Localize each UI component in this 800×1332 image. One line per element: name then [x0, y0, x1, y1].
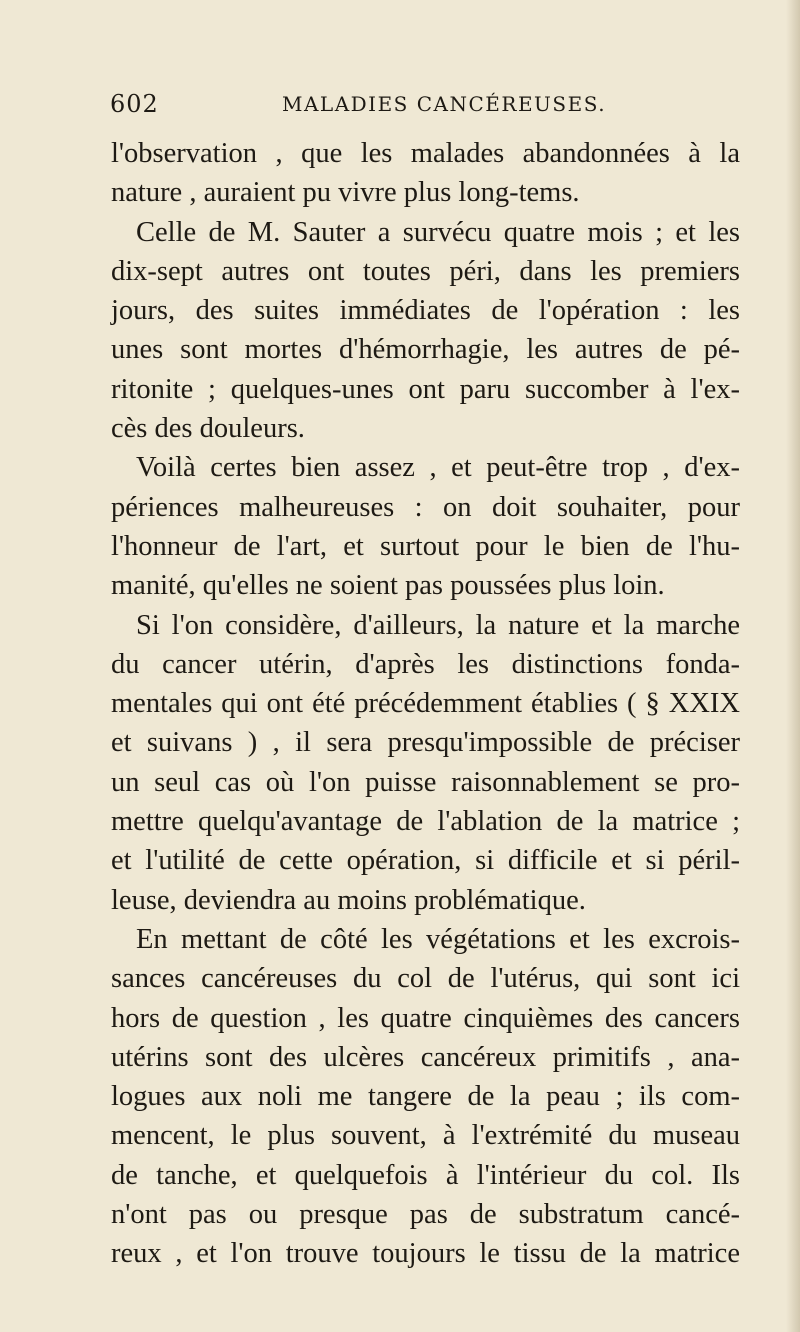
- text-line: Si l'on considère, d'ailleurs, la nature et la marche: [136, 609, 740, 641]
- text-line: et l'utilité de cette opération, si difficile et si péril-: [111, 845, 740, 877]
- text-line: hors de question , les quatre cinquièmes des cancers: [111, 1002, 740, 1034]
- text-line: de tanche, et quelquefois à l'intérieur du col. Ils: [111, 1159, 740, 1191]
- text-line: n'ont pas ou presque pas de substratum cancé-: [111, 1199, 740, 1231]
- text-line: et suivans ) , il sera presqu'impossible de préciser: [111, 727, 740, 759]
- text-line: cès des douleurs.: [111, 413, 305, 445]
- text-line: leuse, deviendra au moins problématique.: [111, 884, 586, 916]
- text-line: un seul cas où l'on puisse raisonnablement se pro-: [111, 766, 740, 798]
- text-line: utérins sont des ulcères cancéreux primitifs , ana-: [111, 1041, 740, 1073]
- text-line: manité, qu'elles ne soient pas poussées plus loin.: [111, 570, 665, 602]
- text-line: nature , auraient pu vivre plus long-tems.: [111, 177, 580, 209]
- text-line: mentales qui ont été précédemment établies ( § XXIX: [111, 688, 740, 720]
- text-line: l'honneur de l'art, et surtout pour le bien de l'hu-: [111, 530, 740, 562]
- text-line: du cancer utérin, d'après les distinctions fonda-: [111, 648, 740, 680]
- text-line: En mettant de côté les végétations et les excrois-: [136, 923, 740, 955]
- text-line: unes sont mortes d'hémorrhagie, les autres de pé-: [111, 334, 740, 366]
- text-line: l'observation , que les malades abandonnées à la: [111, 138, 740, 169]
- text-line: périences malheureuses : on doit souhaiter, pour: [111, 491, 740, 523]
- text-line: reux , et l'on trouve toujours le tissu de la matrice: [111, 1238, 740, 1270]
- text-line: mencent, le plus souvent, à l'extrémité du museau: [111, 1120, 740, 1152]
- text-line: ritonite ; quelques-unes ont paru succomber à l'ex-: [111, 373, 740, 405]
- text-line: jours, des suites immédiates de l'opération : les: [111, 295, 740, 327]
- page-number: 602: [110, 90, 159, 118]
- text-line: logues aux noli me tangere de la peau ; ils com-: [111, 1081, 740, 1113]
- text-line: Celle de M. Sauter a survécu quatre mois ; et les: [136, 216, 740, 248]
- body-text: [111, 134, 740, 1274]
- text-line: dix-sept autres ont toutes péri, dans les premiers: [111, 255, 740, 287]
- text-line: Voilà certes bien assez , et peut-être trop , d'ex-: [136, 452, 740, 484]
- text-line: sances cancéreuses du col de l'utérus, qui sont ici: [111, 963, 740, 995]
- running-title: MALADIES CANCÉREUSES.: [282, 92, 607, 116]
- text-line: mettre quelqu'avantage de l'ablation de la matrice ;: [111, 806, 740, 838]
